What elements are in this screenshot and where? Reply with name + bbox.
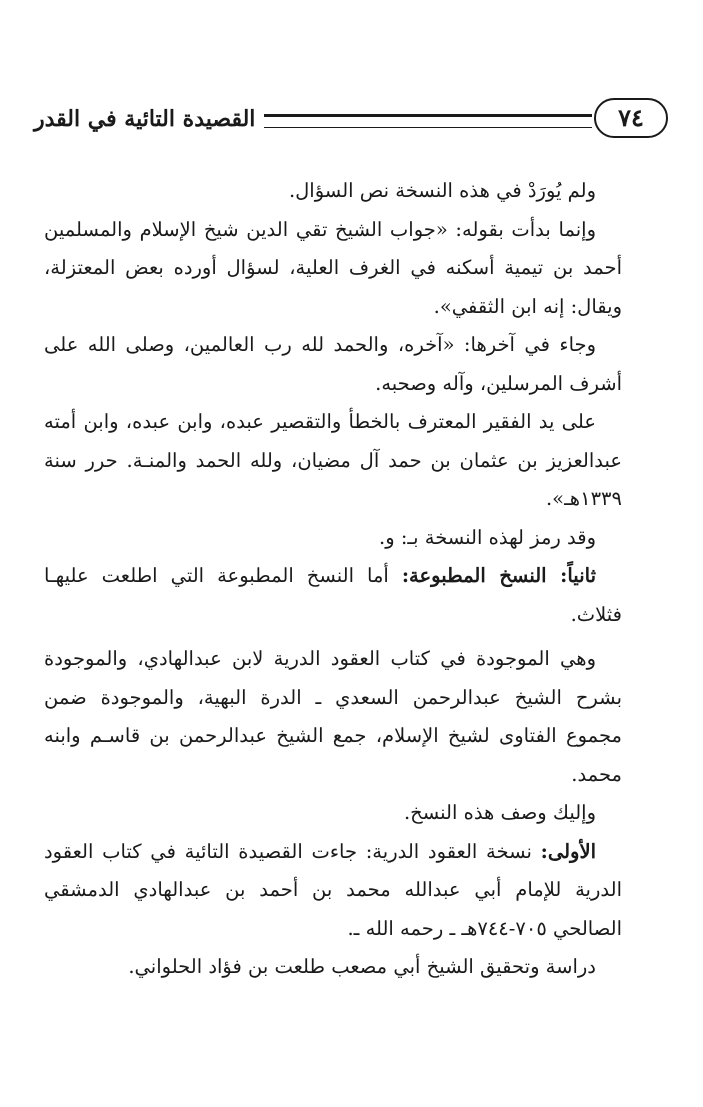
section-label: ثانياً: النسخ المطبوعة: [401,564,596,587]
paragraph [44,211,622,327]
running-title: القصيدة التائية في القدر [34,106,256,132]
page-number: ٧٤ [594,98,668,138]
paragraph-text: أما النسخ المطبوعة التي اطلعت عليهـا فثلاث. [44,564,622,626]
paragraph [44,794,622,833]
paragraph-text: وهي الموجودة في كتاب العقود الدرية لابن عبدالهادي، والموجودة بشرح الشيخ عبدالرحمن السعدي ـ الدرة البهية، والموجودة ضمن مجموع الفتاوى لشيخ الإسلام، جمع الشيخ عبدالرحمن بن قاسـم وابنه محمد. [44,647,622,786]
paragraph-text: وإنما بدأت بقوله: «جواب الشيخ تقي الدين شيخ الإسلام والمسلمين أحمد بن تيمية أسكنه في الغرف العلية، لسؤال أورده بعض المعتزلة، ويقال: إنه ابن الثقفي». [44,217,622,318]
paragraph [44,403,622,519]
paragraph-text: وقد رمز لهذه النسخة بـ: و. [379,525,596,549]
paragraph-text: وجاء في آخرها: «آخره، والحمد لله رب العالمين، وصلى الله على أشرف المرسلين، وآله وصحبه. [44,333,622,395]
paragraph [44,948,622,987]
body-text [44,172,622,987]
paragraph [44,640,622,794]
paragraph [44,326,622,403]
header-rule [264,114,592,128]
paragraph-text: على يد الفقير المعترف بالخطأ والتقصير عبده، وابن عبده، وابن أمته عبدالعزيز بن عثمان بن حمد آل مضيان، ولله الحمد والمنـة. حرر سنة ١٣٣٩هـ». [44,410,622,510]
paragraph-text: دراسة وتحقيق الشيخ أبي مصعب طلعت بن فؤاد الحلواني. [128,955,596,978]
paragraph [44,519,622,558]
paragraph [44,172,622,211]
paragraph-text: وإليك وصف هذه النسخ. [403,801,596,824]
paragraph [44,557,622,634]
paragraph [44,833,622,949]
page-header [28,96,668,144]
paragraph-text: نسخة العقود الدرية: جاءت القصيدة التائية في كتاب العقود الدرية للإمام أبي عبدالله محمد بن أحمد بن عبدالهادي الدمشقي الصالحي ٧٠٥-٧٤٤هـ ـ رحمه الله ـ. [44,839,622,940]
section-label: الأولى: [540,839,596,863]
paragraph-text: ولم يُورَدْ في هذه النسخة نص السؤال. [288,179,596,202]
